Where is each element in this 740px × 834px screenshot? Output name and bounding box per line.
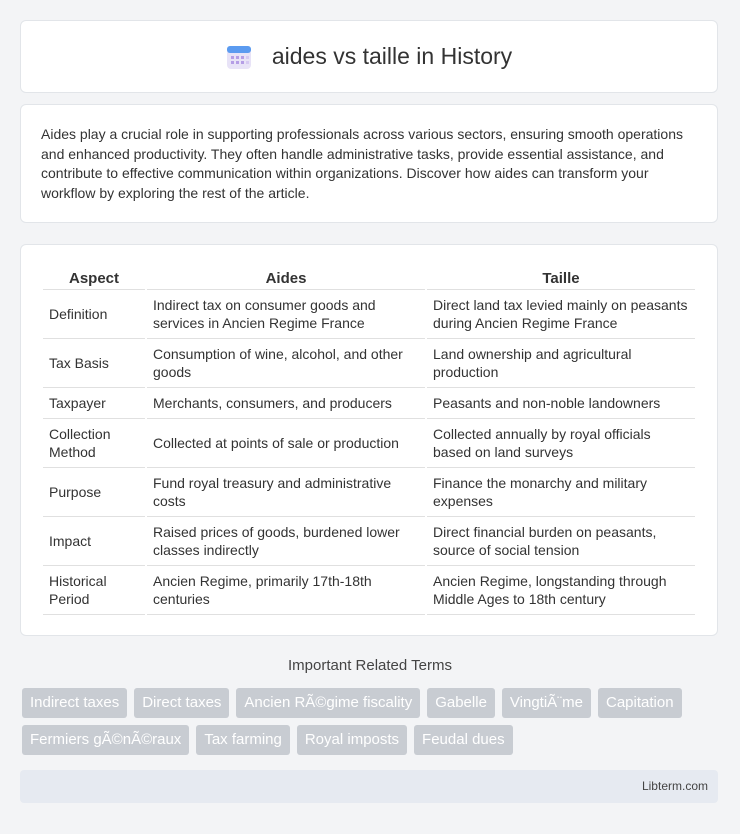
table-row — [43, 388, 695, 419]
table-cell: Definition — [43, 290, 145, 339]
table-cell: Merchants, consumers, and producers — [147, 388, 425, 419]
table-cell: Tax Basis — [43, 339, 145, 388]
table-row — [43, 517, 695, 566]
table-cell: Impact — [43, 517, 145, 566]
table-cell: Land ownership and agricultural production — [427, 339, 695, 388]
table-cell: Direct financial burden on peasants, source of social tension — [427, 517, 695, 566]
table-cell: Ancien Regime, primarily 17th-18th centuries — [147, 566, 425, 615]
related-term-tag[interactable]: Feudal dues — [414, 725, 513, 755]
column-header-taille: Taille — [427, 267, 695, 290]
related-term-tag[interactable]: Royal imposts — [297, 725, 407, 755]
related-term-tag[interactable]: Indirect taxes — [22, 688, 127, 718]
footer-bar — [20, 770, 718, 803]
related-term-tag[interactable]: VingtiÃ¨me — [502, 688, 591, 718]
related-term-tag[interactable]: Tax farming — [196, 725, 290, 755]
table-cell: Ancien Regime, longstanding through Middle Ages to 18th century — [427, 566, 695, 615]
page-title: aides vs taille in History — [271, 43, 513, 69]
table-row — [43, 290, 695, 339]
table-row — [43, 419, 695, 468]
header-card — [20, 20, 718, 93]
calendar-icon — [226, 44, 252, 70]
table-cell: Finance the monarchy and military expenses — [427, 468, 695, 517]
related-term-tag[interactable]: Direct taxes — [134, 688, 229, 718]
table-cell: Peasants and non-noble landowners — [427, 388, 695, 419]
table-cell: Direct land tax levied mainly on peasants during Ancien Regime France — [427, 290, 695, 339]
column-header-aides: Aides — [147, 267, 425, 290]
related-terms-title: Important Related Terms — [288, 657, 452, 674]
related-term-tag[interactable]: Gabelle — [427, 688, 495, 718]
related-term-tag[interactable]: Ancien RÃ©gime fiscality — [236, 688, 420, 718]
table-row — [43, 566, 695, 615]
footer-brand-link[interactable]: Libterm.com — [641, 779, 708, 793]
table-cell: Consumption of wine, alcohol, and other goods — [147, 339, 425, 388]
intro-card — [20, 104, 718, 223]
table-row — [43, 339, 695, 388]
table-cell: Indirect tax on consumer goods and services in Ancien Regime France — [147, 290, 425, 339]
related-terms-list — [22, 688, 722, 762]
comparison-table — [41, 267, 697, 615]
related-term-tag[interactable]: Capitation — [598, 688, 682, 718]
comparison-table-card — [20, 244, 718, 636]
table-cell: Collected annually by royal officials based on land surveys — [427, 419, 695, 468]
table-cell: Taxpayer — [43, 388, 145, 419]
table-cell: Fund royal treasury and administrative costs — [147, 468, 425, 517]
table-cell: Collected at points of sale or production — [147, 419, 425, 468]
table-cell: Historical Period — [43, 566, 145, 615]
intro-text: Aides play a crucial role in supporting professionals across various sectors, ensuring smooth operations and enhanced productivity. They often handle administrative tasks, provide essential assistance, and contribute to effective communication within organizations. Discover how aides can transform your workflow by exploring the rest of the article. — [41, 126, 683, 201]
column-header-aspect: Aspect — [43, 267, 145, 290]
table-cell: Raised prices of goods, burdened lower classes indirectly — [147, 517, 425, 566]
table-cell: Purpose — [43, 468, 145, 517]
table-cell: Collection Method — [43, 419, 145, 468]
table-row — [43, 468, 695, 517]
related-term-tag[interactable]: Fermiers gÃ©nÃ©raux — [22, 725, 189, 755]
